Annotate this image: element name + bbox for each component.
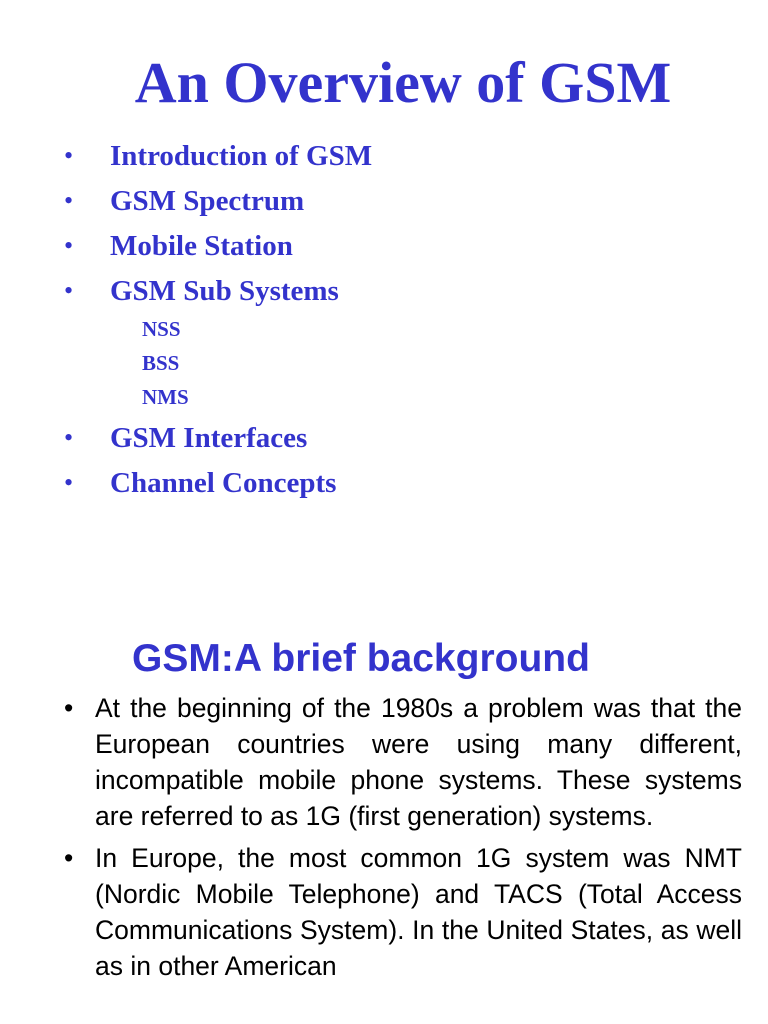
topic-item [64,418,336,463]
topic-item [64,463,336,508]
topic-item [64,226,372,271]
topic-item [64,181,372,226]
bullet-icon: • [64,276,74,305]
subsystem-item: NMS [142,385,189,409]
subsystem-item: BSS [142,351,180,375]
slide-background [0,560,768,1024]
bullet-icon: • [64,141,74,170]
topic-item [64,271,372,316]
subsystem-item: NSS [142,317,181,341]
slide-title: An Overview of GSM [134,50,672,115]
bullet-icon: • [64,231,74,260]
topic-label: GSM Sub Systems [110,275,339,307]
paragraph-item [64,840,742,984]
paragraph-text: At the beginning of the 1980s a problem was that the European countries were using many different, incompatible mobile phone systems. These systems are referred to as 1G (first generation) systems. [95,693,742,831]
topic-item [64,136,372,181]
bullet-icon: • [64,186,74,215]
slide-title: GSM:A brief background [132,637,590,680]
bullet-icon: • [64,468,74,497]
subsystem-list [142,315,189,417]
paragraph-text: In Europe, the most common 1G system was NMT (Nordic Mobile Telephone) and TACS (Total Access Communications System). In the United States, as well as in other American [95,843,742,981]
topic-label: Mobile Station [110,230,293,262]
topic-label: Introduction of GSM [110,140,373,172]
topic-label: Channel Concepts [110,467,337,499]
topic-list [64,136,372,316]
topic-label: GSM Interfaces [110,422,308,454]
bullet-icon: • [64,423,74,452]
bullet-icon: • [64,693,74,723]
paragraph-list [64,690,742,990]
topic-label: GSM Spectrum [110,185,305,217]
topic-list-continued [64,418,336,508]
paragraph-item [64,690,742,834]
bullet-icon: • [64,843,74,873]
